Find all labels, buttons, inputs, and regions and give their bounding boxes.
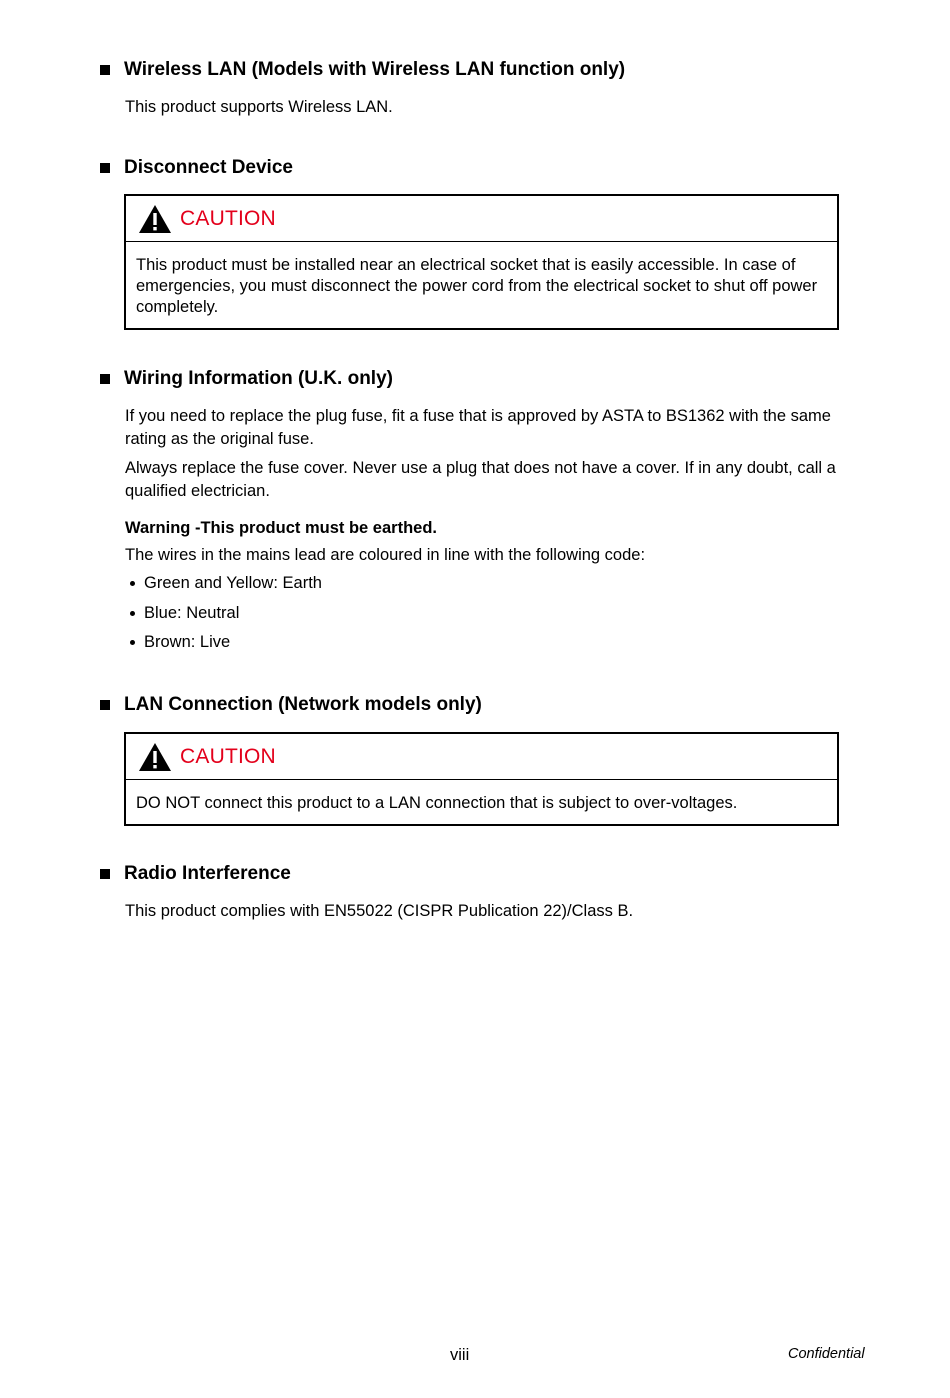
caution-box-disconnect bbox=[124, 194, 839, 330]
heading-wireless-lan bbox=[100, 59, 625, 81]
square-bullet-icon bbox=[100, 374, 110, 384]
heading-radio-interference bbox=[100, 863, 291, 885]
bullet-dot-icon bbox=[130, 611, 135, 616]
heading-wireless-lan-text: Wireless LAN (Models with Wireless LAN function only) bbox=[124, 59, 626, 80]
heading-lan-connection bbox=[100, 694, 482, 716]
list-item bbox=[130, 574, 322, 593]
page-number: viii bbox=[450, 1346, 470, 1364]
caution-box-lan bbox=[124, 732, 839, 826]
square-bullet-icon bbox=[100, 869, 110, 879]
earth-warning: Warning -This product must be earthed. bbox=[125, 519, 437, 537]
heading-wiring-information bbox=[100, 368, 393, 390]
list-item-text: Blue: Neutral bbox=[144, 604, 240, 622]
wireless-lan-text: This product supports Wireless LAN. bbox=[125, 98, 393, 116]
square-bullet-icon bbox=[100, 65, 110, 75]
heading-wiring-information-text: Wiring Information (U.K. only) bbox=[124, 368, 393, 389]
caution-label: CAUTION bbox=[180, 206, 276, 230]
heading-lan-connection-text: LAN Connection (Network models only) bbox=[124, 694, 482, 715]
wire-code-intro: The wires in the mains lead are coloured in line with the following code: bbox=[125, 546, 646, 564]
square-bullet-icon bbox=[100, 700, 110, 710]
caution-label: CAUTION bbox=[180, 744, 276, 768]
list-item bbox=[130, 604, 239, 623]
heading-radio-interference-text: Radio Interference bbox=[124, 863, 291, 884]
wiring-paragraph-2: Always replace the fuse cover. Never use a plug that does not have a cover. If in any doubt, call a qualified electrician. bbox=[125, 459, 836, 500]
square-bullet-icon bbox=[100, 163, 110, 173]
heading-disconnect-device bbox=[100, 157, 293, 179]
wiring-paragraph-1: If you need to replace the plug fuse, fit a fuse that is approved by ASTA to BS1362 with the same rating as the original fuse. bbox=[125, 407, 831, 448]
caution-header bbox=[126, 734, 837, 780]
caution-header bbox=[126, 196, 837, 242]
list-item bbox=[130, 633, 230, 652]
confidential-label: Confidential bbox=[788, 1346, 865, 1362]
caution-text: This product must be installed near an electrical socket that is easily accessible. In case of emergencies, you must disconnect the power cord from the electrical socket to shut off power completely. bbox=[136, 256, 818, 316]
radio-interference-text: This product complies with EN55022 (CISPR Publication 22)/Class B. bbox=[125, 902, 634, 920]
list-item-text: Brown: Live bbox=[144, 633, 231, 651]
bullet-dot-icon bbox=[130, 581, 135, 586]
list-item-text: Green and Yellow: Earth bbox=[144, 574, 322, 592]
warning-triangle-icon bbox=[138, 204, 172, 234]
warning-triangle-icon bbox=[138, 742, 172, 772]
bullet-dot-icon bbox=[130, 640, 135, 645]
heading-disconnect-device-text: Disconnect Device bbox=[124, 157, 293, 178]
caution-text: DO NOT connect this product to a LAN connection that is subject to over-voltages. bbox=[136, 794, 738, 812]
